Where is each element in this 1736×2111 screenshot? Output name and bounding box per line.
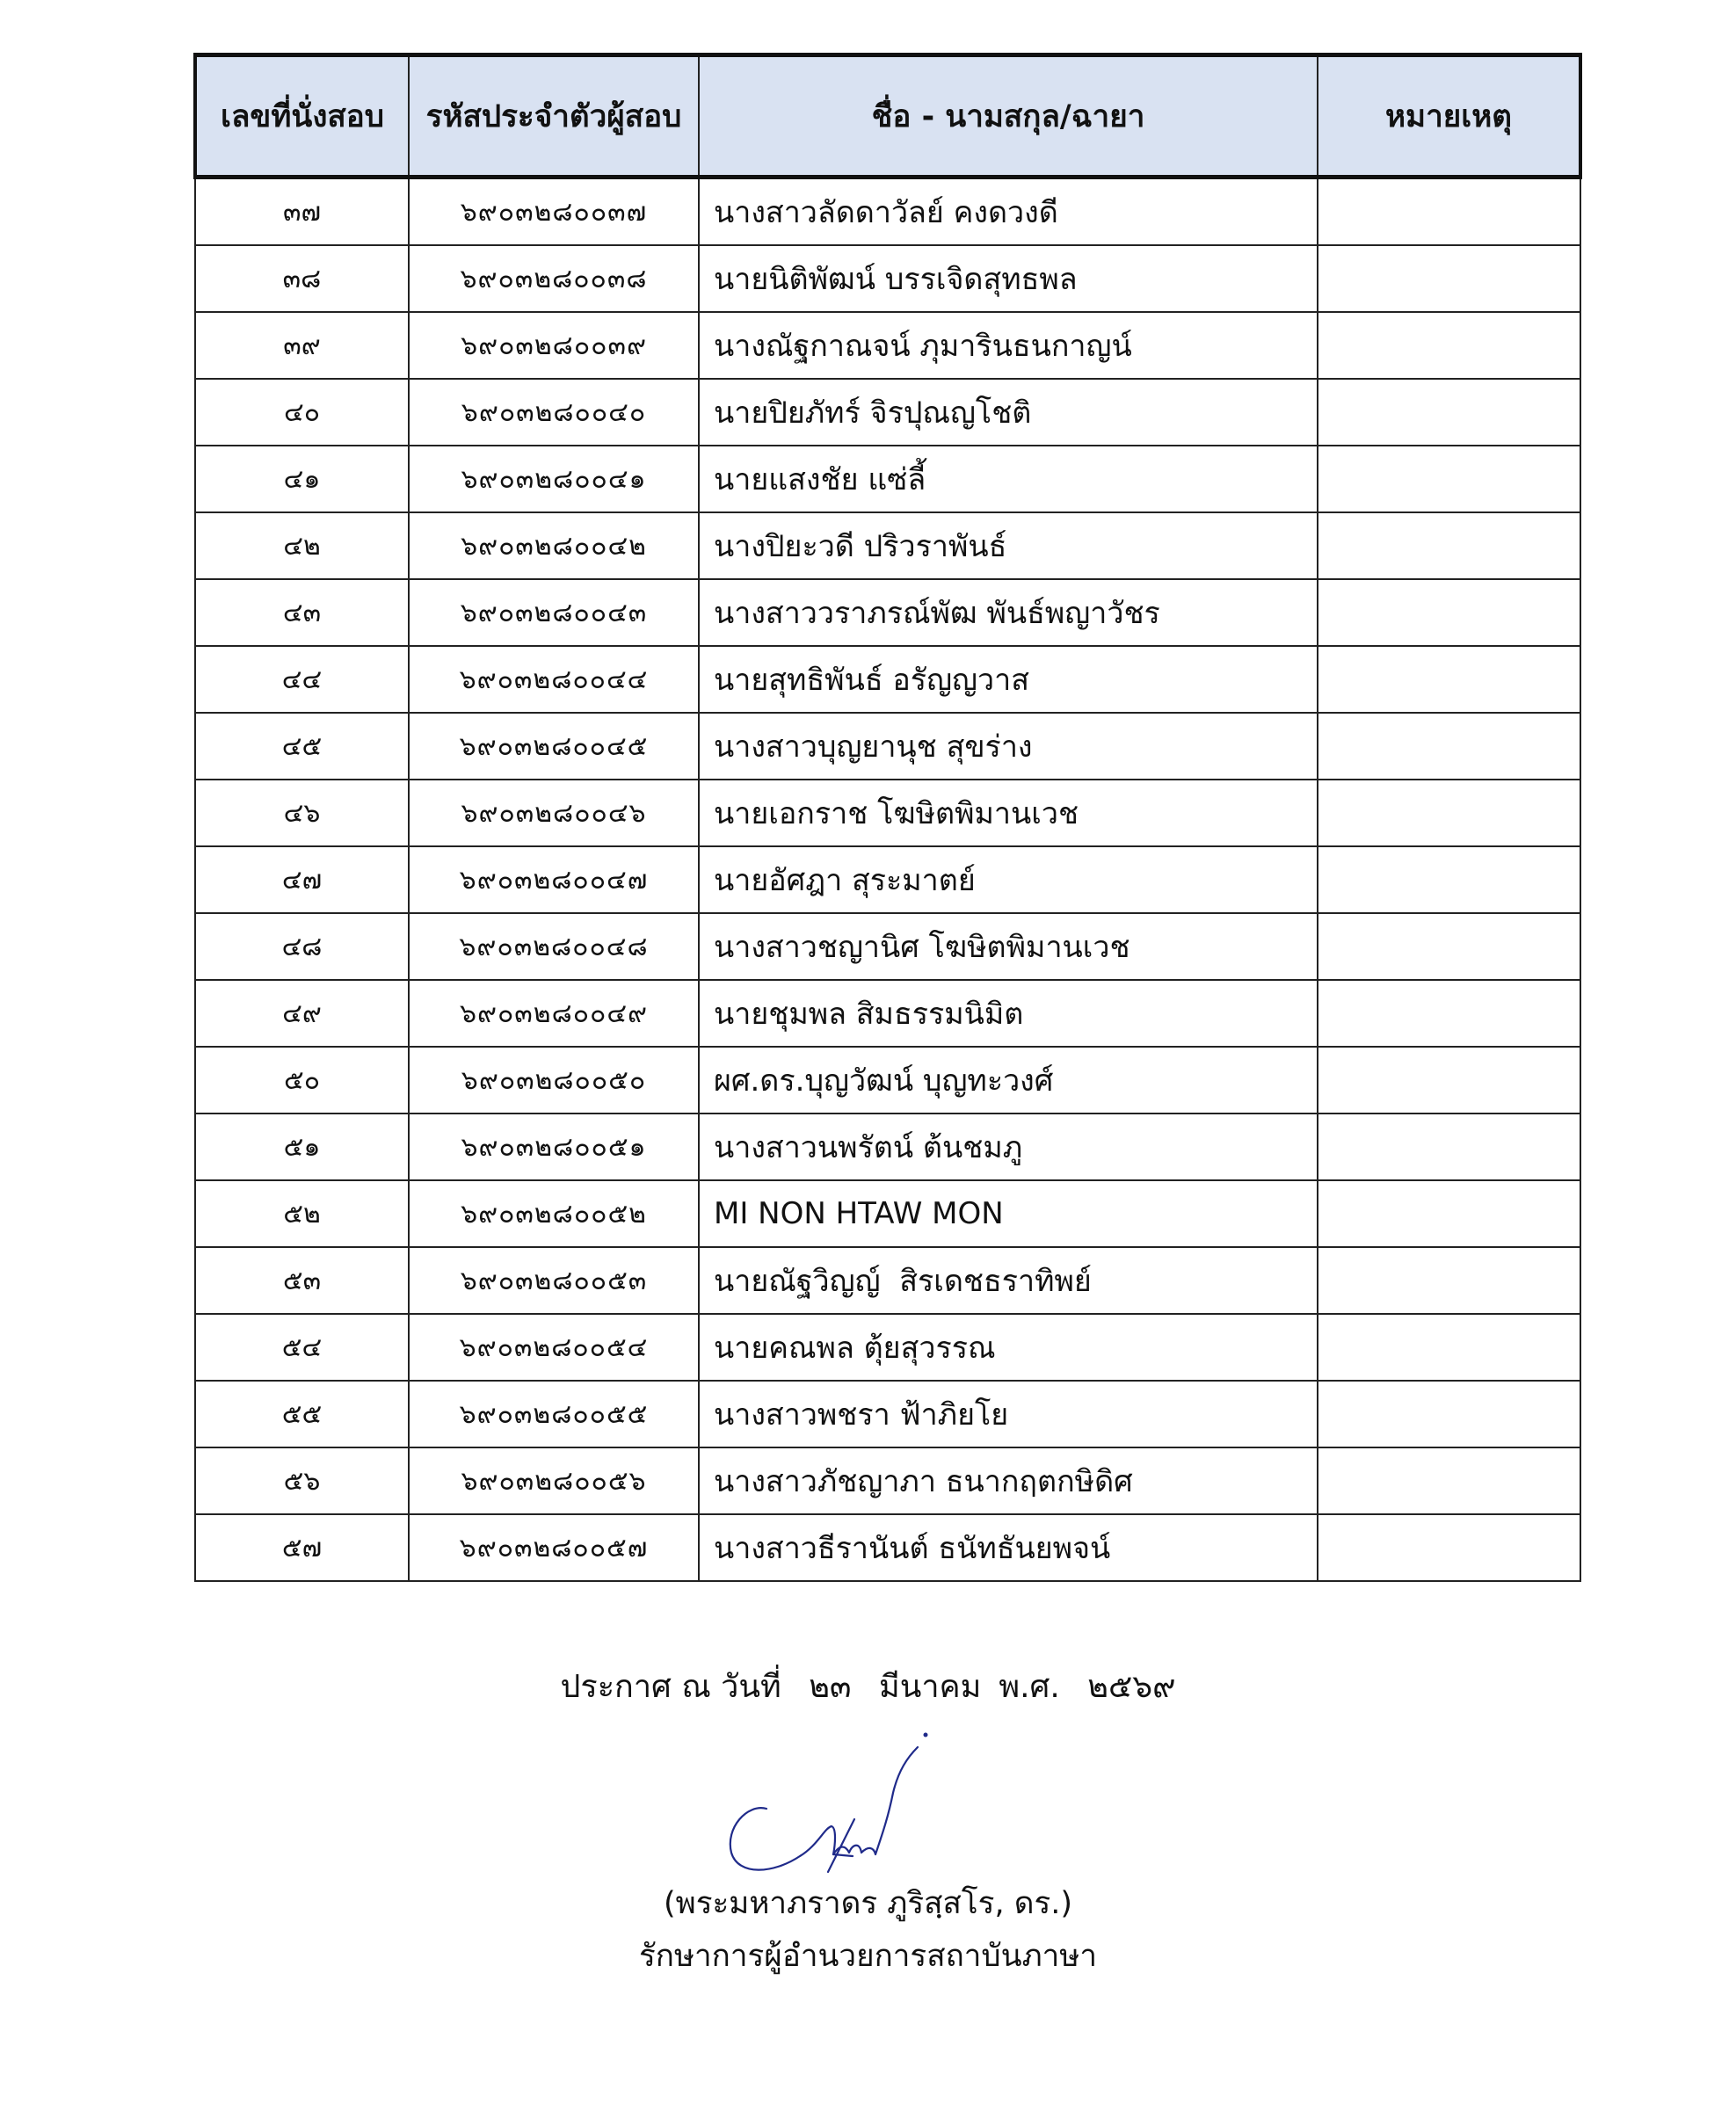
cell-remarks [1318, 1447, 1580, 1514]
signature-image [721, 1723, 984, 1890]
table-row [195, 913, 1580, 980]
cell-full-name: นางณัฐกาณจน์ ภุมารินธนกาญน์ [699, 312, 1318, 379]
cell-candidate-id: ๖๙๐๓๒๘๐๐๔๘ [409, 913, 699, 980]
table-row [195, 1180, 1580, 1247]
table-row [195, 1381, 1580, 1447]
table-body [195, 178, 1580, 1582]
cell-remarks [1318, 379, 1580, 446]
cell-full-name: ผศ.ดร.บุญวัฒน์ บุญทะวงศ์ [699, 1047, 1318, 1114]
table-row [195, 512, 1580, 579]
signer-name: (พระมหาภราดร ภูริสฺสโร, ดร.) [663, 1886, 1073, 1921]
header-candidate-id: รหัสประจำตัวผู้สอบ [409, 55, 699, 178]
table-row [195, 646, 1580, 713]
cell-seat-number: ๔๓ [195, 579, 409, 646]
cell-remarks [1318, 1314, 1580, 1381]
announce-month: มีนาคม [878, 1669, 982, 1705]
cell-full-name: นายคณพล ตุ้ยสุวรรณ [699, 1314, 1318, 1381]
cell-remarks [1318, 178, 1580, 246]
table-row [195, 1447, 1580, 1514]
cell-full-name: นายชุมพล สิมธรรมนิมิต [699, 980, 1318, 1047]
table-row [195, 1114, 1580, 1180]
signer-title: รักษาการผู้อำนวยการสถาบันภาษา [638, 1939, 1098, 1974]
cell-full-name: นายสุทธิพันธ์ อรัญญวาส [699, 646, 1318, 713]
cell-seat-number: ๔๗ [195, 846, 409, 913]
cell-full-name: นางสาวบุญยานุช สุขร่าง [699, 713, 1318, 780]
table-row [195, 245, 1580, 312]
cell-candidate-id: ๖๙๐๓๒๘๐๐๕๑ [409, 1114, 699, 1180]
cell-remarks [1318, 245, 1580, 312]
table-row [195, 312, 1580, 379]
cell-candidate-id: ๖๙๐๓๒๘๐๐๔๕ [409, 713, 699, 780]
table-row [195, 846, 1580, 913]
cell-remarks [1318, 646, 1580, 713]
cell-candidate-id: ๖๙๐๓๒๘๐๐๕๐ [409, 1047, 699, 1114]
cell-seat-number: ๕๓ [195, 1247, 409, 1314]
cell-seat-number: ๕๖ [195, 1447, 409, 1514]
table-row [195, 178, 1580, 246]
cell-remarks [1318, 1514, 1580, 1581]
header-seat-number: เลขที่นั่งสอบ [195, 55, 409, 178]
cell-candidate-id: ๖๙๐๓๒๘๐๐๔๒ [409, 512, 699, 579]
table-row [195, 1047, 1580, 1114]
cell-remarks [1318, 1047, 1580, 1114]
cell-seat-number: ๔๒ [195, 512, 409, 579]
table-row [195, 980, 1580, 1047]
cell-candidate-id: ๖๙๐๓๒๘๐๐๔๑ [409, 446, 699, 512]
cell-candidate-id: ๖๙๐๓๒๘๐๐๔๔ [409, 646, 699, 713]
cell-full-name: นายเอกราช โฆษิตพิมานเวช [699, 780, 1318, 846]
cell-remarks [1318, 1114, 1580, 1180]
cell-full-name: นางสาวพชรา ฟ้าภิยโย [699, 1381, 1318, 1447]
announce-year: ๒๕๖๙ [1087, 1669, 1176, 1705]
header-full-name: ชื่อ - นามสกุล/ฉายา [699, 55, 1318, 178]
announcement-date [0, 1661, 1736, 1711]
cell-remarks [1318, 1180, 1580, 1247]
announce-day: ๒๓ [809, 1669, 852, 1705]
header-remarks: หมายเหตุ [1318, 55, 1580, 178]
table-row [195, 1514, 1580, 1581]
cell-full-name: นายนิติพัฒน์ บรรเจิดสุทธพล [699, 245, 1318, 312]
exam-seat-table [193, 53, 1582, 1582]
cell-remarks [1318, 913, 1580, 980]
table-row [195, 1247, 1580, 1314]
table-row [195, 780, 1580, 846]
cell-seat-number: ๔๘ [195, 913, 409, 980]
table-row [195, 379, 1580, 446]
signature-dot [924, 1733, 928, 1737]
cell-candidate-id: ๖๙๐๓๒๘๐๐๔๐ [409, 379, 699, 446]
cell-full-name: นางสาววราภรณ์พัฒ พันธ์พญาวัชร [699, 579, 1318, 646]
cell-candidate-id: ๖๙๐๓๒๘๐๐๕๖ [409, 1447, 699, 1514]
cell-seat-number: ๔๕ [195, 713, 409, 780]
cell-seat-number: ๕๒ [195, 1180, 409, 1247]
announce-prefix: ประกาศ ณ วันที่ [560, 1669, 781, 1705]
cell-remarks [1318, 1247, 1580, 1314]
cell-remarks [1318, 980, 1580, 1047]
table-row [195, 713, 1580, 780]
cell-full-name: นางสาวชญานิศ โฆษิตพิมานเวช [699, 913, 1318, 980]
table-row [195, 579, 1580, 646]
cell-candidate-id: ๖๙๐๓๒๘๐๐๕๔ [409, 1314, 699, 1381]
cell-seat-number: ๕๔ [195, 1314, 409, 1381]
cell-seat-number: ๔๖ [195, 780, 409, 846]
cell-full-name: นายอัศฎา สุระมาตย์ [699, 846, 1318, 913]
cell-candidate-id: ๖๙๐๓๒๘๐๐๔๖ [409, 780, 699, 846]
cell-seat-number: ๔๔ [195, 646, 409, 713]
cell-seat-number: ๔๐ [195, 379, 409, 446]
cell-seat-number: ๓๙ [195, 312, 409, 379]
cell-candidate-id: ๖๙๐๓๒๘๐๐๔๓ [409, 579, 699, 646]
cell-candidate-id: ๖๙๐๓๒๘๐๐๕๓ [409, 1247, 699, 1314]
cell-remarks [1318, 512, 1580, 579]
cell-candidate-id: ๖๙๐๓๒๘๐๐๓๗ [409, 178, 699, 246]
cell-remarks [1318, 312, 1580, 379]
signature-stroke-letters [833, 1747, 918, 1854]
cell-full-name: นางสาวธีรานันต์ ธนัทธันยพจน์ [699, 1514, 1318, 1581]
cell-seat-number: ๓๗ [195, 178, 409, 246]
cell-remarks [1318, 713, 1580, 780]
cell-full-name: นายแสงชัย แซ่ลี้ [699, 446, 1318, 512]
cell-seat-number: ๕๑ [195, 1114, 409, 1180]
cell-full-name: นางสาวภัชญาภา ธนากฤตกษิดิศ [699, 1447, 1318, 1514]
cell-remarks [1318, 446, 1580, 512]
cell-seat-number: ๕๐ [195, 1047, 409, 1114]
cell-full-name: นางปิยะวดี ปริวราพันธ์ [699, 512, 1318, 579]
cell-remarks [1318, 579, 1580, 646]
table-row [195, 1314, 1580, 1381]
announce-era: พ.ศ. [999, 1669, 1060, 1705]
cell-candidate-id: ๖๙๐๓๒๘๐๐๕๗ [409, 1514, 699, 1581]
cell-full-name: นางสาวนพรัตน์ ต้นชมภู [699, 1114, 1318, 1180]
cell-candidate-id: ๖๙๐๓๒๘๐๐๕๒ [409, 1180, 699, 1247]
cell-candidate-id: ๖๙๐๓๒๘๐๐๔๗ [409, 846, 699, 913]
cell-full-name: นายณัฐวิญญ์ สิรเดชธราทิพย์ [699, 1247, 1318, 1314]
cell-remarks [1318, 1381, 1580, 1447]
cell-candidate-id: ๖๙๐๓๒๘๐๐๓๙ [409, 312, 699, 379]
cell-seat-number: ๓๘ [195, 245, 409, 312]
table-row [195, 446, 1580, 512]
cell-candidate-id: ๖๙๐๓๒๘๐๐๕๕ [409, 1381, 699, 1447]
cell-full-name: นายปิยภัทร์ จิรปุณญโชติ [699, 379, 1318, 446]
cell-seat-number: ๔๑ [195, 446, 409, 512]
cell-full-name: นางสาวลัดดาวัลย์ คงดวงดี [699, 178, 1318, 246]
cell-candidate-id: ๖๙๐๓๒๘๐๐๔๙ [409, 980, 699, 1047]
cell-seat-number: ๕๕ [195, 1381, 409, 1447]
cell-full-name: MI NON HTAW MON [699, 1180, 1318, 1247]
cell-candidate-id: ๖๙๐๓๒๘๐๐๓๘ [409, 245, 699, 312]
cell-remarks [1318, 780, 1580, 846]
cell-remarks [1318, 846, 1580, 913]
cell-seat-number: ๕๗ [195, 1514, 409, 1581]
cell-seat-number: ๔๙ [195, 980, 409, 1047]
table-header-row [195, 55, 1580, 178]
